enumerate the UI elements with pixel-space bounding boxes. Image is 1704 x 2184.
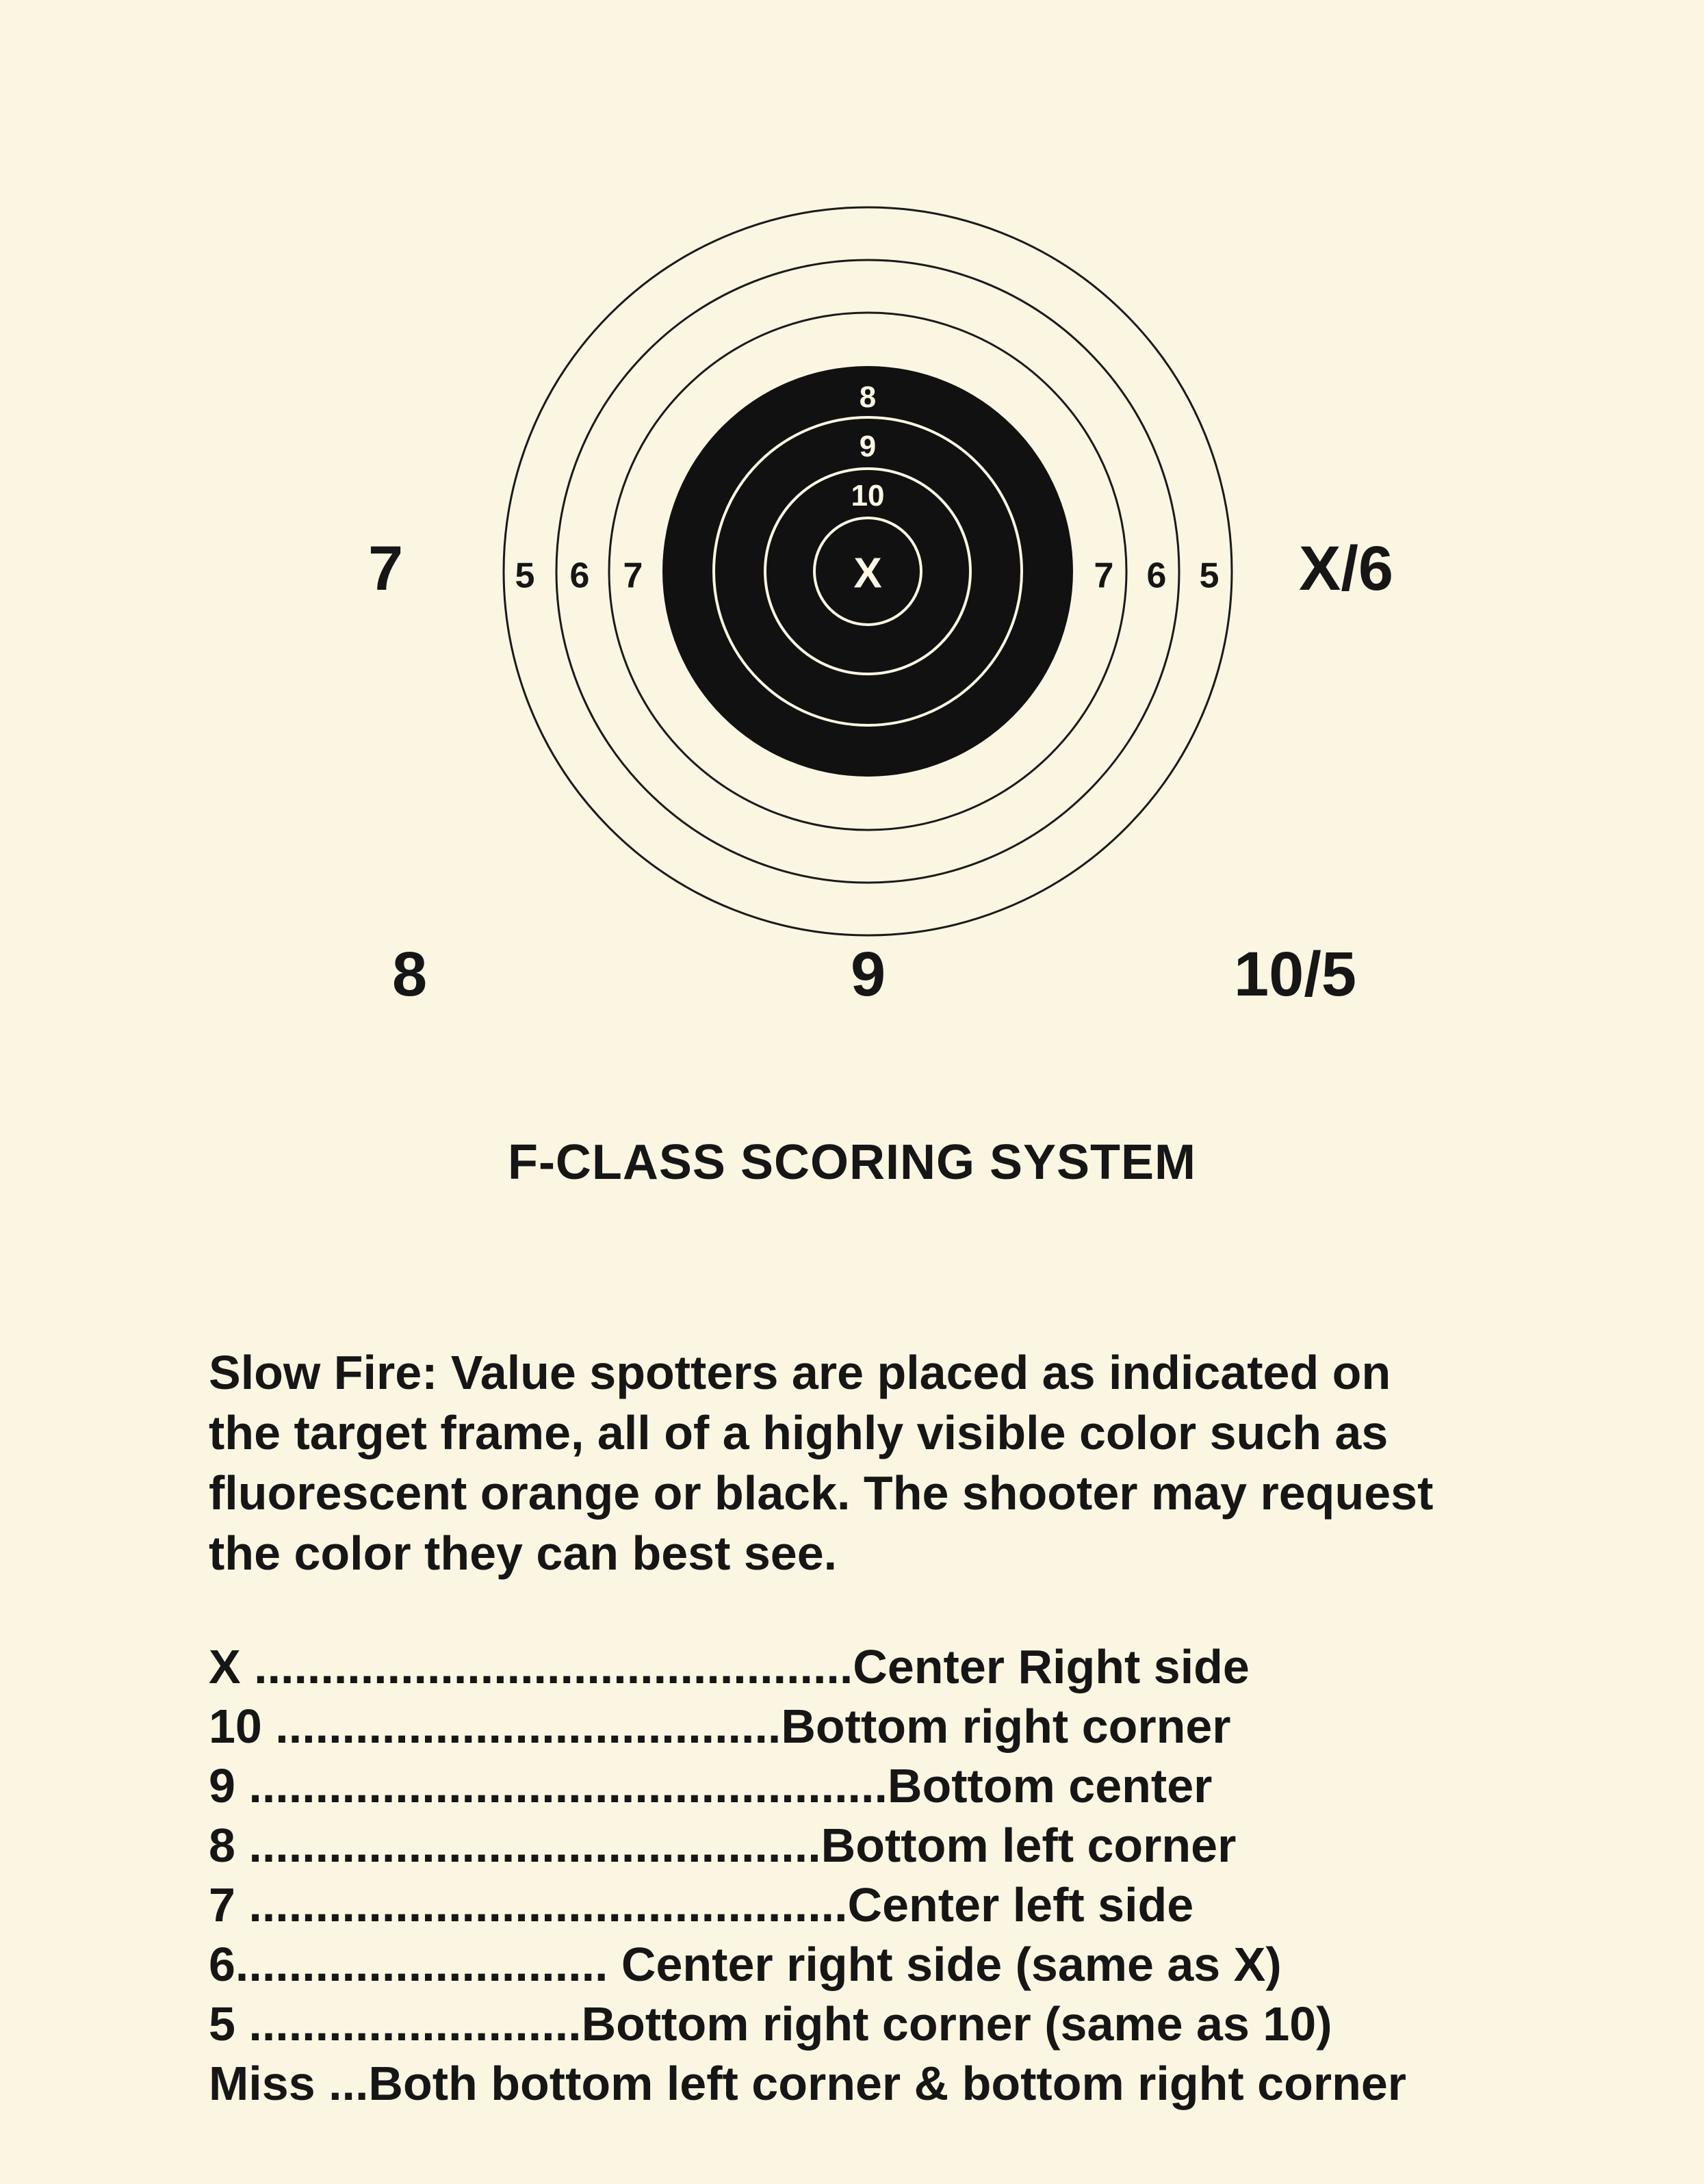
ring-label-right-7: 7 [1094,556,1114,596]
x-ring-label: X [853,549,882,597]
ring-label-9: 9 [859,430,877,463]
page-title: F-CLASS SCORING SYSTEM [507,1135,1197,1190]
score-key-row-x: X .............................................Center Right side [209,1640,1250,1693]
spotter-bottom-right: 10/5 [1234,939,1357,1009]
score-key-row-7: 7 .............................................Center left side [209,1878,1194,1932]
score-key-row-9: 9 ................................................Bottom center [209,1759,1213,1812]
score-key-list [209,1637,1406,2114]
spotter-bottom-center: 9 [851,939,886,1009]
description-line: Slow Fire: Value spotters are placed as indicated on [209,1346,1391,1399]
spotter-bottom-left: 8 [392,939,428,1009]
spotter-center-right: X/6 [1299,534,1394,603]
score-key-row-8: 8 ...........................................Bottom left corner [209,1819,1237,1872]
ring-label-left-6: 6 [569,556,590,596]
score-key-row-10: 10 ......................................Bottom right corner [209,1700,1231,1753]
score-key-row-5: 5 .........................Bottom right corner (same as 10) [209,1997,1332,2051]
description-line: fluorescent orange or black. The shooter may request [209,1466,1434,1520]
scoring-target [0,0,1704,958]
ring-label-right-6: 6 [1146,556,1167,596]
score-key-row-6: 6............................ Center right side (same as X) [209,1938,1282,1991]
score-key-row-miss: Miss ...Both bottom left corner & bottom right corner [209,2057,1406,2110]
description-line: the color they can best see. [209,1526,838,1580]
ring-label-right-5: 5 [1199,556,1219,596]
ring-label-8: 8 [859,380,877,414]
spotter-center-left: 7 [368,534,404,603]
ring-label-left-7: 7 [623,556,643,596]
ring-label-left-5: 5 [515,556,535,596]
description-line: the target frame, all of a highly visible color such as [209,1406,1389,1459]
description-paragraph [209,1342,1577,1583]
ring-label-10: 10 [851,479,885,512]
